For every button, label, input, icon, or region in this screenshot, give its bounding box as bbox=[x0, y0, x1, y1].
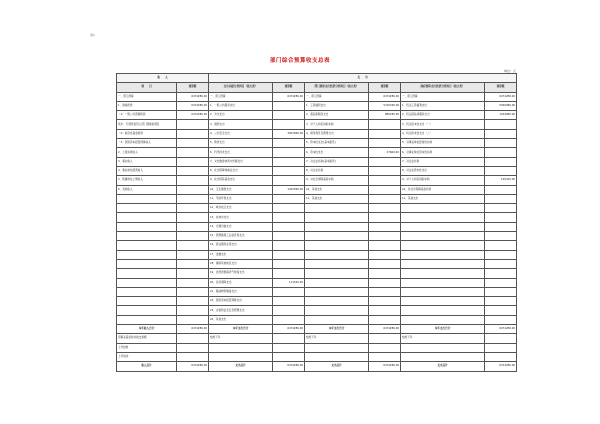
col-header-budget3: 预算数 bbox=[369, 83, 401, 92]
table-cell bbox=[177, 278, 209, 287]
total-income-row bbox=[117, 325, 517, 334]
table-cell: 用事业基金弥补收支差额 bbox=[117, 334, 177, 343]
table-cell bbox=[369, 139, 401, 148]
table-cell: 4、机关资本性支出（二） bbox=[401, 129, 485, 138]
table-cell: 12、城乡社区支出 bbox=[209, 204, 273, 213]
table-cell bbox=[305, 232, 369, 241]
table-cell bbox=[305, 222, 369, 231]
table-cell: 10、对社会保障基金补助 bbox=[401, 185, 485, 194]
table-cell bbox=[485, 166, 517, 175]
table-cell bbox=[273, 269, 305, 278]
table-cell bbox=[177, 241, 209, 250]
table-cell bbox=[117, 315, 177, 324]
table-cell bbox=[305, 259, 369, 268]
table-cell bbox=[369, 269, 401, 278]
table-cell bbox=[117, 297, 177, 306]
table-cell bbox=[369, 204, 401, 213]
table-cell: 9、对个人和家庭的补助 bbox=[401, 176, 485, 185]
table-cell bbox=[177, 148, 209, 157]
table-cell bbox=[273, 157, 305, 166]
table-cell bbox=[177, 259, 209, 268]
expense-section-header: 支 出 bbox=[209, 74, 517, 83]
table-row bbox=[117, 343, 517, 352]
table-cell bbox=[177, 129, 209, 138]
unit-label: 单位：元 bbox=[503, 69, 516, 73]
table-cell: 6474286.00 bbox=[177, 362, 209, 371]
table-cell bbox=[273, 259, 305, 268]
table-cell bbox=[369, 306, 401, 315]
table-cell bbox=[177, 287, 209, 296]
table-cell bbox=[177, 232, 209, 241]
table-row bbox=[117, 259, 517, 268]
table-cell bbox=[273, 297, 305, 306]
table-cell bbox=[273, 101, 305, 110]
table-row bbox=[117, 92, 517, 101]
table-cell bbox=[369, 176, 401, 185]
table-cell: 22、国有资本经营预算支出 bbox=[209, 297, 273, 306]
table-cell: 1249980.00 bbox=[485, 111, 517, 120]
table-cell: 4、债务利息及费用支出 bbox=[305, 129, 369, 138]
table-cell: 一、部门预算 bbox=[401, 92, 485, 101]
table-cell: 6、资本性支出 bbox=[305, 148, 369, 157]
table-cell: 15、资源勘探工业信息等支出 bbox=[209, 232, 273, 241]
table-cell bbox=[305, 213, 369, 222]
table-cell bbox=[273, 166, 305, 175]
table-cell bbox=[305, 352, 369, 361]
table-cell bbox=[273, 139, 305, 148]
table-cell bbox=[305, 250, 369, 259]
table-cell: 一、部门预算 bbox=[209, 92, 273, 101]
table-cell bbox=[401, 259, 485, 268]
table-cell bbox=[117, 204, 177, 213]
table-cell bbox=[485, 306, 517, 315]
table-cell bbox=[369, 129, 401, 138]
table-row bbox=[117, 269, 517, 278]
table-cell: 16、商业服务业等支出 bbox=[209, 241, 273, 250]
table-row bbox=[117, 139, 517, 148]
corner-label: 表1 bbox=[90, 33, 95, 37]
table-cell bbox=[117, 222, 177, 231]
col-header-budget2: 预算数 bbox=[273, 83, 305, 92]
table-cell bbox=[401, 241, 485, 250]
table-cell: 6474286.00 bbox=[273, 92, 305, 101]
table-cell bbox=[117, 232, 177, 241]
table-cell bbox=[117, 278, 177, 287]
table-cell bbox=[401, 287, 485, 296]
table-cell bbox=[369, 241, 401, 250]
table-cell bbox=[485, 148, 517, 157]
table-cell: 14、交通运输支出 bbox=[209, 222, 273, 231]
table-cell bbox=[485, 194, 517, 203]
table-cell: 1、财政拨款 bbox=[117, 101, 177, 110]
table-cell: 上年结转 bbox=[117, 343, 177, 352]
table-cell bbox=[177, 222, 209, 231]
table-cell bbox=[401, 204, 485, 213]
col-header-govt: 政府预算支出经济分类科目（按大类） bbox=[401, 83, 485, 92]
col-header-func: 支出功能分类科目（按大类） bbox=[209, 83, 273, 92]
table-cell: 1403090.00 bbox=[273, 185, 305, 194]
table-cell bbox=[273, 111, 305, 120]
table-cell bbox=[305, 343, 369, 352]
table-cell bbox=[117, 194, 177, 203]
table-cell bbox=[305, 306, 369, 315]
table-row bbox=[117, 148, 517, 157]
table-cell bbox=[369, 185, 401, 194]
table-cell: 11、其他支出 bbox=[401, 194, 485, 203]
table-cell: 3、事业收入 bbox=[117, 157, 177, 166]
table-row bbox=[117, 232, 517, 241]
grand-total-row bbox=[117, 362, 517, 371]
table-cell: 3、国防支出 bbox=[209, 120, 273, 129]
table-row bbox=[117, 204, 517, 213]
table-cell bbox=[369, 194, 401, 203]
table-cell: 27660.00 bbox=[369, 148, 401, 157]
table-cell: 2、上级补助收入 bbox=[117, 148, 177, 157]
table-cell: 6474286.00 bbox=[273, 325, 305, 334]
table-cell bbox=[273, 222, 305, 231]
table-cell bbox=[305, 287, 369, 296]
table-cell bbox=[273, 343, 305, 352]
table-cell: 上年结余 bbox=[117, 352, 177, 361]
table-cell bbox=[485, 269, 517, 278]
table-cell bbox=[177, 185, 209, 194]
table-row bbox=[117, 287, 517, 296]
table-cell bbox=[273, 232, 305, 241]
table-cell: 5096986.00 bbox=[485, 101, 517, 110]
table-cell: 4、事业单位经营收入 bbox=[117, 166, 177, 175]
table-cell bbox=[209, 352, 273, 361]
table-cell bbox=[369, 222, 401, 231]
table-cell: 126320.00 bbox=[485, 176, 517, 185]
table-cell: 6474286.00 bbox=[273, 362, 305, 371]
table-row bbox=[117, 166, 517, 175]
table-cell bbox=[177, 194, 209, 203]
table-cell: 8、对企业资本性支出 bbox=[401, 166, 485, 175]
table-cell: 结转下年 bbox=[209, 334, 273, 343]
table-cell: 结转下年 bbox=[305, 334, 369, 343]
table-row bbox=[117, 278, 517, 287]
table-cell: 6、科学技术支出 bbox=[209, 148, 273, 157]
income-section-header: 收 入 bbox=[117, 74, 209, 83]
table-cell: 2、机关商品和服务支出 bbox=[401, 111, 485, 120]
table-cell: 6474286.00 bbox=[369, 92, 401, 101]
col-header-budget: 预算数 bbox=[177, 83, 209, 92]
table-cell: 3901866.00 bbox=[273, 129, 305, 138]
table-cell: 一、部门预算 bbox=[117, 92, 177, 101]
table-cell bbox=[305, 315, 369, 324]
table-cell: 5、附属单位上缴收入 bbox=[117, 176, 177, 185]
table-cell: 5、资本性支出(基本建设) bbox=[305, 139, 369, 148]
table-row bbox=[117, 194, 517, 203]
table-cell: 3、对个人和家庭的补助 bbox=[305, 120, 369, 129]
table-cell bbox=[369, 315, 401, 324]
table-cell: 9、对社会保障基金补助 bbox=[305, 176, 369, 185]
table-cell bbox=[485, 222, 517, 231]
table-cell bbox=[177, 120, 209, 129]
table-cell: （2）政府性基金拨款 bbox=[117, 129, 177, 138]
table-cell bbox=[369, 120, 401, 129]
table-cell bbox=[369, 278, 401, 287]
table-cell bbox=[177, 269, 209, 278]
table-cell bbox=[273, 204, 305, 213]
table-cell bbox=[305, 241, 369, 250]
table-row bbox=[117, 129, 517, 138]
table-cell: 本年支出合计 bbox=[209, 325, 273, 334]
table-cell bbox=[485, 297, 517, 306]
table-cell bbox=[401, 297, 485, 306]
table-cell bbox=[485, 185, 517, 194]
table-cell bbox=[485, 334, 517, 343]
table-cell bbox=[177, 315, 209, 324]
table-cell: 9、社会保险基金支出 bbox=[209, 176, 273, 185]
table-cell bbox=[177, 250, 209, 259]
col-header-dept: 部门预算支出经济分类科目（按大类） bbox=[305, 83, 369, 92]
table-cell: 10、其他支出 bbox=[305, 185, 369, 194]
table-cell bbox=[305, 269, 369, 278]
table-cell: 6474286.00 bbox=[369, 325, 401, 334]
table-cell: 7、对企业补助 bbox=[401, 157, 485, 166]
section-header-row bbox=[117, 74, 517, 83]
table-row bbox=[117, 185, 517, 194]
table-cell bbox=[401, 278, 485, 287]
table-cell bbox=[485, 241, 517, 250]
table-cell bbox=[273, 241, 305, 250]
table-cell bbox=[177, 343, 209, 352]
column-header-row bbox=[117, 83, 517, 92]
table-row bbox=[117, 101, 517, 110]
table-cell: 23、灾害防治及应急管理支出 bbox=[209, 306, 273, 315]
table-cell bbox=[485, 259, 517, 268]
table-row bbox=[117, 241, 517, 250]
table-row bbox=[117, 176, 517, 185]
table-cell bbox=[177, 334, 209, 343]
table-cell: 6474286.00 bbox=[485, 362, 517, 371]
table-cell: 10、卫生健康支出 bbox=[209, 185, 273, 194]
table-cell: 19、自然资源海洋气象等支出 bbox=[209, 269, 273, 278]
table-cell bbox=[273, 120, 305, 129]
table-cell: 6474286.00 bbox=[485, 92, 517, 101]
table-cell: 5、教育支出 bbox=[209, 139, 273, 148]
table-cell: 21、粮油物资储备支出 bbox=[209, 287, 273, 296]
table-cell bbox=[485, 352, 517, 361]
table-cell bbox=[485, 250, 517, 259]
table-cell bbox=[369, 334, 401, 343]
table-cell: 6474286.00 bbox=[177, 101, 209, 110]
table-cell bbox=[273, 315, 305, 324]
table-cell bbox=[177, 157, 209, 166]
table-cell bbox=[485, 139, 517, 148]
table-cell: 6474286.00 bbox=[177, 111, 209, 120]
table-cell bbox=[485, 120, 517, 129]
table-cell bbox=[177, 166, 209, 175]
table-cell: 结转下年 bbox=[401, 334, 485, 343]
table-cell bbox=[401, 306, 485, 315]
table-cell bbox=[401, 269, 485, 278]
table-cell bbox=[485, 278, 517, 287]
table-cell: 8、社会保障和就业支出 bbox=[209, 166, 273, 175]
table-cell bbox=[177, 139, 209, 148]
table-cell bbox=[485, 204, 517, 213]
table-cell bbox=[401, 315, 485, 324]
table-cell bbox=[485, 232, 517, 241]
table-cell: 本年支出合计 bbox=[305, 325, 369, 334]
table-cell bbox=[117, 213, 177, 222]
page-title: 部门综合预算收支总表 bbox=[269, 58, 330, 64]
table-cell bbox=[401, 232, 485, 241]
table-cell bbox=[369, 213, 401, 222]
table-cell: 13、农林水支出 bbox=[209, 213, 273, 222]
table-cell bbox=[209, 343, 273, 352]
table-cell: 本年收入合计 bbox=[117, 325, 177, 334]
table-cell bbox=[401, 343, 485, 352]
table-cell: 5、对事业单位经常性补助 bbox=[401, 139, 485, 148]
col-header-item: 项 目 bbox=[117, 83, 177, 92]
table-cell: （3）国有资本经营预算收入 bbox=[117, 139, 177, 148]
table-cell bbox=[369, 343, 401, 352]
table-row bbox=[117, 352, 517, 361]
table-cell bbox=[273, 194, 305, 203]
table-cell bbox=[369, 232, 401, 241]
table-row bbox=[117, 222, 517, 231]
table-cell bbox=[369, 250, 401, 259]
table-cell bbox=[369, 287, 401, 296]
table-cell bbox=[177, 176, 209, 185]
table-cell: 支出总计 bbox=[401, 362, 485, 371]
table-cell bbox=[273, 306, 305, 315]
table-cell bbox=[177, 306, 209, 315]
table-cell: 4、公共安全支出 bbox=[209, 129, 273, 138]
table-cell bbox=[117, 269, 177, 278]
table-cell bbox=[273, 148, 305, 157]
table-cell: 11、其他支出 bbox=[305, 194, 369, 203]
table-cell bbox=[369, 259, 401, 268]
table-cell: 5316346.00 bbox=[369, 101, 401, 110]
table-cell: 17、金融支出 bbox=[209, 250, 273, 259]
table-row bbox=[117, 297, 517, 306]
table-cell bbox=[401, 222, 485, 231]
table-cell bbox=[369, 352, 401, 361]
table-cell bbox=[485, 343, 517, 352]
table-cell: 1、机关工资福利支出 bbox=[401, 101, 485, 110]
table-cell: 其中：专项资金列入部门预算的项目 bbox=[117, 120, 177, 129]
table-cell bbox=[485, 287, 517, 296]
table-cell bbox=[369, 297, 401, 306]
budget-table bbox=[116, 73, 517, 372]
table-cell bbox=[177, 204, 209, 213]
table-cell bbox=[273, 287, 305, 296]
col-header-budget4: 预算数 bbox=[485, 83, 517, 92]
table-row bbox=[117, 306, 517, 315]
table-cell bbox=[369, 157, 401, 166]
table-cell: 6、对事业单位资本性补助 bbox=[401, 148, 485, 157]
table-cell bbox=[273, 213, 305, 222]
table-cell bbox=[401, 352, 485, 361]
table-cell: 8、对企业补助 bbox=[305, 166, 369, 175]
table-cell: 11、节能环保支出 bbox=[209, 194, 273, 203]
table-row bbox=[117, 120, 517, 129]
table-cell: 一、部门预算 bbox=[305, 92, 369, 101]
table-cell: 支出总计 bbox=[305, 362, 369, 371]
table-row bbox=[117, 315, 517, 324]
table-cell: 2、商品和服务支出 bbox=[305, 111, 369, 120]
table-cell: 6474286.00 bbox=[177, 325, 209, 334]
table-cell: 6474286.00 bbox=[177, 92, 209, 101]
table-cell: 111520.00 bbox=[273, 278, 305, 287]
table-cell bbox=[177, 297, 209, 306]
table-cell: 880280.00 bbox=[369, 111, 401, 120]
table-cell: 6474286.00 bbox=[369, 362, 401, 371]
table-cell: 24、其他支出 bbox=[209, 315, 273, 324]
table-cell bbox=[369, 166, 401, 175]
table-cell bbox=[401, 250, 485, 259]
table-row bbox=[117, 250, 517, 259]
table-cell bbox=[485, 129, 517, 138]
table-cell bbox=[117, 250, 177, 259]
table-row bbox=[117, 111, 517, 120]
table-cell: 6474286.00 bbox=[485, 325, 517, 334]
table-row bbox=[117, 157, 517, 166]
table-cell: 7、文化旅游体育与传媒支出 bbox=[209, 157, 273, 166]
table-cell: 本年支出合计 bbox=[401, 325, 485, 334]
table-cell bbox=[273, 176, 305, 185]
table-cell: 6、其他收入 bbox=[117, 185, 177, 194]
table-cell bbox=[273, 352, 305, 361]
table-cell bbox=[305, 278, 369, 287]
table-cell bbox=[117, 306, 177, 315]
table-cell bbox=[485, 157, 517, 166]
table-cell bbox=[177, 352, 209, 361]
table-cell bbox=[401, 213, 485, 222]
table-cell: 3、机关资本性支出（一） bbox=[401, 120, 485, 129]
table-cell: 收入总计 bbox=[117, 362, 177, 371]
table-cell bbox=[305, 204, 369, 213]
table-cell: 支出总计 bbox=[209, 362, 273, 371]
table-cell bbox=[485, 213, 517, 222]
table-cell: 1、一般公共服务支出 bbox=[209, 101, 273, 110]
table-cell bbox=[177, 213, 209, 222]
table-cell bbox=[485, 315, 517, 324]
table-cell bbox=[117, 241, 177, 250]
table-row bbox=[117, 213, 517, 222]
table-cell: 18、援助其他地区支出 bbox=[209, 259, 273, 268]
table-cell bbox=[273, 334, 305, 343]
table-cell bbox=[273, 250, 305, 259]
table-cell bbox=[117, 259, 177, 268]
table-row bbox=[117, 334, 517, 343]
table-cell: （1）一般公共预算拨款 bbox=[117, 111, 177, 120]
table-cell: 1、工资福利支出 bbox=[305, 101, 369, 110]
table-cell: 20、住房保障支出 bbox=[209, 278, 273, 287]
table-cell bbox=[305, 297, 369, 306]
table-cell: 7、对企业补助(基本建设) bbox=[305, 157, 369, 166]
table-cell: 2、外交支出 bbox=[209, 111, 273, 120]
table-cell bbox=[117, 287, 177, 296]
